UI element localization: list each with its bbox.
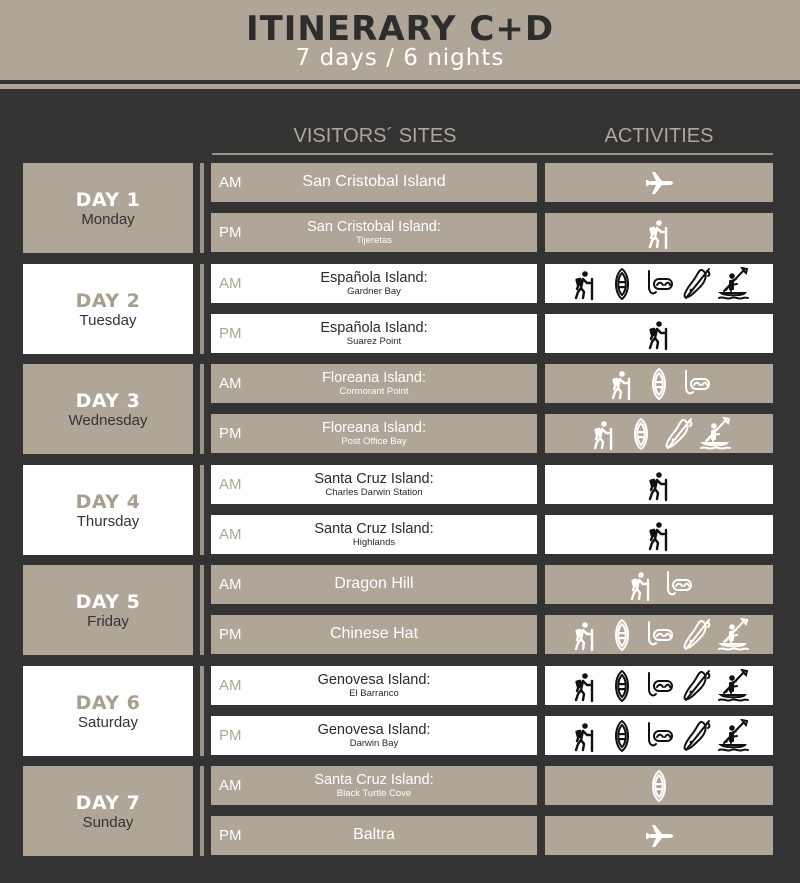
day-1-divider	[200, 163, 204, 253]
day-1-card	[23, 163, 193, 253]
dinghy-icon	[643, 367, 675, 401]
period-label: AM	[219, 677, 242, 694]
day-2-slot-1-site	[211, 264, 537, 303]
site-detail: Cormorant Point	[339, 386, 409, 397]
site-detail: Tijeretas	[355, 235, 393, 246]
day-5-slot-2-activities	[545, 615, 773, 654]
site-text	[251, 219, 497, 247]
day-4-label: DAY 4	[75, 491, 141, 513]
period-label: AM	[219, 476, 242, 493]
header-banner	[0, 0, 800, 80]
hiking-icon	[643, 468, 675, 502]
kayak-icon	[699, 417, 731, 451]
column-header-activities: ACTIVITIES	[604, 125, 714, 147]
day-5-slot-2-site	[211, 615, 537, 654]
day-4-divider	[200, 465, 204, 555]
kayak-icon	[717, 719, 749, 753]
day-5-weekday: Friday	[87, 613, 129, 630]
site-detail: Black Turtle Cove	[336, 788, 412, 799]
day-2-label: DAY 2	[75, 290, 141, 312]
period-label: AM	[219, 526, 242, 543]
paddleboard-icon	[662, 417, 694, 451]
day-1-slot-1-site	[211, 163, 537, 202]
snorkel-icon	[643, 618, 675, 652]
site-name: Santa Cruz Island:	[314, 772, 434, 788]
day-1-slot-2-activities	[545, 213, 773, 252]
site-detail: Post Office Bay	[341, 436, 407, 447]
site-name: Chinese Hat	[329, 625, 419, 642]
day-1-slot-1-activities	[545, 163, 773, 202]
day-6-weekday: Saturday	[77, 714, 139, 731]
day-3-slot-2-site	[211, 414, 537, 453]
site-name: Española Island:	[320, 320, 428, 336]
period-label: AM	[219, 777, 242, 794]
column-header-underline	[212, 153, 773, 155]
snorkel-icon	[643, 669, 675, 703]
dinghy-icon	[606, 719, 638, 753]
day-2-slot-2-site	[211, 314, 537, 353]
day-6-slot-1-site	[211, 666, 537, 705]
day-4-slot-1-activities	[545, 465, 773, 504]
day-6-slot-2-site	[211, 716, 537, 755]
site-text	[251, 672, 497, 700]
site-detail: Gardner Bay	[347, 286, 401, 297]
day-6-label: DAY 6	[75, 692, 141, 714]
site-text	[251, 521, 497, 549]
day-3-divider	[200, 364, 204, 454]
hiking-icon	[569, 669, 601, 703]
site-name: Santa Cruz Island:	[314, 471, 434, 487]
site-text	[251, 827, 497, 843]
site-detail: Charles Darwin Station	[325, 487, 423, 498]
paddleboard-icon	[680, 669, 712, 703]
day-5-label: DAY 5	[75, 591, 141, 613]
period-label: AM	[219, 275, 242, 292]
site-text	[251, 722, 497, 750]
period-label: PM	[219, 325, 242, 342]
hiking-icon	[643, 518, 675, 552]
day-7-card	[23, 766, 193, 856]
period-label: AM	[219, 576, 242, 593]
site-text	[251, 576, 497, 592]
snorkel-icon	[643, 719, 675, 753]
site-name: San Cristobal Island:	[307, 219, 441, 235]
site-name: Baltra	[353, 826, 395, 843]
day-1-weekday: Monday	[81, 211, 135, 228]
period-label: PM	[219, 827, 242, 844]
site-name: Santa Cruz Island:	[314, 521, 434, 537]
day-5-slot-1-site	[211, 565, 537, 604]
period-label: PM	[219, 224, 242, 241]
hiking-icon	[588, 417, 620, 451]
paddleboard-icon	[680, 267, 712, 301]
day-6-divider	[200, 666, 204, 756]
site-text	[251, 471, 497, 499]
day-1-label: DAY 1	[75, 189, 141, 211]
site-detail: El Barranco	[349, 688, 399, 699]
site-text	[251, 320, 497, 348]
day-7-slot-1-site	[211, 766, 537, 805]
page-subtitle: 7 days / 6 nights	[295, 45, 505, 71]
day-2-card	[23, 264, 193, 354]
dinghy-icon	[606, 618, 638, 652]
airplane-icon	[643, 819, 675, 853]
snorkel-icon	[643, 267, 675, 301]
site-detail: Highlands	[352, 537, 396, 548]
site-name: Española Island:	[320, 270, 428, 286]
site-name: Genovesa Island:	[317, 722, 431, 738]
dinghy-icon	[606, 669, 638, 703]
hiking-icon	[643, 216, 675, 250]
site-text	[251, 270, 497, 298]
kayak-icon	[717, 267, 749, 301]
site-name: Floreana Island:	[322, 420, 426, 436]
site-text	[251, 420, 497, 448]
day-5-slot-1-activities	[545, 565, 773, 604]
snorkel-icon	[662, 568, 694, 602]
site-name: Dragon Hill	[334, 575, 414, 592]
column-header-sites: VISITORS´ SITES	[293, 125, 457, 147]
dinghy-icon	[643, 769, 675, 803]
day-5-divider	[200, 565, 204, 655]
period-label: AM	[219, 375, 242, 392]
hiking-icon	[569, 267, 601, 301]
kayak-icon	[717, 669, 749, 703]
period-label: AM	[219, 174, 242, 191]
day-7-slot-2-activities	[545, 816, 773, 855]
day-3-label: DAY 3	[75, 390, 141, 412]
site-detail: Darwin Bay	[349, 738, 399, 749]
paddleboard-icon	[680, 719, 712, 753]
period-label: PM	[219, 425, 242, 442]
snorkel-icon	[680, 367, 712, 401]
hiking-icon	[625, 568, 657, 602]
hiking-icon	[643, 317, 675, 351]
day-6-slot-1-activities	[545, 666, 773, 705]
dinghy-icon	[606, 267, 638, 301]
paddleboard-icon	[680, 618, 712, 652]
day-6-slot-2-activities	[545, 716, 773, 755]
period-label: PM	[219, 727, 242, 744]
day-7-weekday: Sunday	[82, 814, 134, 831]
airplane-icon	[643, 166, 675, 200]
header-divider	[0, 84, 800, 89]
day-7-divider	[200, 766, 204, 856]
day-3-slot-1-site	[211, 364, 537, 403]
kayak-icon	[717, 618, 749, 652]
dinghy-icon	[625, 417, 657, 451]
site-name: Floreana Island:	[322, 370, 426, 386]
site-detail: Suarez Point	[346, 336, 402, 347]
day-3-slot-1-activities	[545, 364, 773, 403]
page-title: ITINERARY C+D	[245, 9, 555, 49]
day-4-slot-1-site	[211, 465, 537, 504]
day-3-card	[23, 364, 193, 454]
day-2-divider	[200, 264, 204, 354]
day-2-slot-2-activities	[545, 314, 773, 353]
day-4-slot-2-activities	[545, 515, 773, 554]
day-7-slot-1-activities	[545, 766, 773, 805]
site-text	[251, 626, 497, 642]
day-6-card	[23, 666, 193, 756]
period-label: PM	[219, 626, 242, 643]
day-4-weekday: Thursday	[76, 513, 140, 530]
day-3-slot-2-activities	[545, 414, 773, 453]
hiking-icon	[606, 367, 638, 401]
day-2-slot-1-activities	[545, 264, 773, 303]
site-text	[251, 174, 497, 190]
site-name: Genovesa Island:	[317, 672, 431, 688]
site-text	[251, 370, 497, 398]
day-7-label: DAY 7	[75, 792, 141, 814]
hiking-icon	[569, 719, 601, 753]
day-4-card	[23, 465, 193, 555]
day-2-weekday: Tuesday	[79, 312, 137, 329]
day-7-slot-2-site	[211, 816, 537, 855]
day-4-slot-2-site	[211, 515, 537, 554]
day-3-weekday: Wednesday	[68, 412, 148, 429]
site-text	[251, 772, 497, 800]
day-1-slot-2-site	[211, 213, 537, 252]
day-5-card	[23, 565, 193, 655]
site-name: San Cristobal Island	[302, 173, 446, 190]
hiking-icon	[569, 618, 601, 652]
